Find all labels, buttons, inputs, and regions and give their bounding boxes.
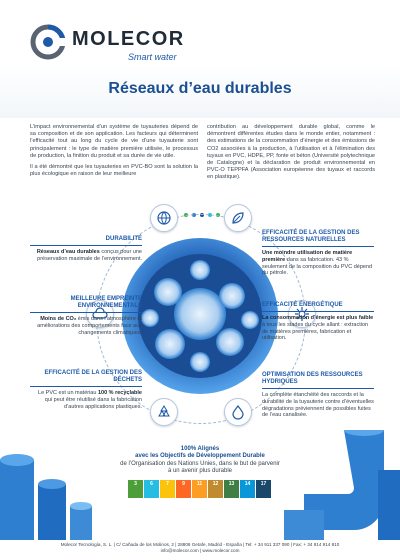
sdg-statement (0, 446, 400, 476)
block-hydriques (262, 372, 374, 419)
sdg-number: 12 (212, 481, 219, 487)
footer (0, 542, 400, 554)
block-durabilite-text (30, 249, 142, 263)
sdg-number: 3 (134, 481, 137, 487)
block-energetique-title: EFFICACITÉ ÉNERGÉTIQUE (262, 302, 343, 308)
water-drop-icon (230, 404, 246, 420)
block-durabilite-lead: Réseaux d’eau durables (36, 249, 100, 255)
sdg-icon-12 (208, 480, 223, 498)
block-hydriques-body: La complète étanchéité des raccords et la durabilité de la tuyauterie contre d’éventuelles dégradations préviennent de possibles fuites de l’eau canalisée. (262, 392, 374, 419)
divider (30, 386, 142, 387)
divider (30, 312, 142, 313)
block-gestion-dechets-text (30, 390, 142, 410)
block-empreinte-text (30, 316, 142, 336)
sdg-icon-7 (160, 480, 175, 498)
earth-icon (156, 210, 172, 226)
sdg-icon-17 (256, 480, 271, 498)
block-ressources-title: EFFICACITÉ DE LA GESTION DES RESSOURCES NATURELLES (262, 230, 360, 243)
block-ressources-lead: Une moindre utilisation de matière première (262, 250, 353, 263)
block-gestion-dechets-title: EFFICACITÉ DE LA GESTION DES DÉCHETS (44, 370, 142, 383)
intro-right-column (207, 124, 375, 186)
sdg-icons-row (128, 480, 272, 498)
sdg-number: 11 (196, 481, 203, 487)
sdg-number: 13 (228, 481, 235, 487)
block-durabilite-title: DURABILITÉ (105, 236, 142, 242)
footer-contact: info@molecor.com | www.molecor.com (160, 548, 240, 553)
block-energetique-text (262, 315, 374, 342)
sdg-icon-9 (176, 480, 191, 498)
block-durabilite (30, 236, 142, 263)
divider (262, 388, 374, 389)
block-ressources-text (262, 250, 374, 277)
intro-paragraph-1: L’impact environnemental d’un système de tuyauteries dépend de sa composition et de son application. Les facteurs qui déterminent l’efficacité tout au long du cycle de vie d’une tuyauterie sont principalement : le type de matière première utilisée, le processus de production, la finition du produit et sa durée de vie utile. (30, 124, 198, 159)
sdg-icon-13 (224, 480, 239, 498)
brand-tagline: Smart water (128, 52, 177, 62)
sdg-line-3: de l’Organisation des Nations Unies, dans le but de parvenir (120, 460, 280, 467)
intro-left-column (30, 124, 198, 182)
block-empreinte-lead: Moins de CO₂ (40, 316, 77, 322)
sdg-number: 6 (150, 481, 153, 487)
sdg-icon-3 (128, 480, 143, 498)
sdg-line-2: avec les Objectifs de Développement Durable (135, 453, 265, 460)
sdg-icon-11 (192, 480, 207, 498)
block-empreinte (30, 296, 142, 336)
block-gestion-dechets-lead: 100 % recyclable (97, 390, 142, 396)
sdg-icon-6 (144, 480, 159, 498)
molecor-logo-icon (28, 22, 68, 62)
block-empreinte-title: MEILLEURE EMPREINTE ENVIRONNEMENTALE (70, 296, 142, 309)
block-empreinte-body: émis dans l’atmosphère et améliorations des comportements face aux changements climatiques. (37, 316, 142, 336)
pipe-bundle-image (120, 236, 280, 396)
block-gestion-dechets-pre: Le PVC est un matériau (38, 390, 98, 396)
block-energetique (262, 302, 374, 342)
divider (262, 311, 374, 312)
sdg-number: 14 (244, 481, 251, 487)
node-top-right (224, 204, 252, 232)
brand-name: MOLECOR (72, 28, 185, 50)
recycle-icon (156, 404, 172, 420)
sdg-icon-14 (240, 480, 255, 498)
block-gestion-dechets-body: qui peut être réutilisé dans la fabrication d’autres applications plastiques. (44, 396, 142, 410)
divider (30, 245, 142, 246)
block-ressources-body: dans sa fabrication. 43 % seulement de la composition du PVC dépend du pétrole. (262, 256, 373, 277)
page-title: Réseaux d’eau durables (108, 80, 292, 97)
sdg-line-1: 100% Alignés (180, 446, 220, 452)
node-bottom-right (224, 398, 252, 426)
brand-logo (28, 22, 228, 68)
block-ressources (262, 230, 374, 277)
block-energetique-lead: La consommation d’énergie est plus faible (262, 315, 374, 321)
block-hydriques-title: OPTIMISATION DES RESSOURCES HYDRIQUES (262, 372, 363, 385)
leaf-icon (230, 210, 246, 226)
intro-paragraph-3: contribution au développement durable global, comme le démontrent différentes études dans le monde entier, notamment : des estimations de la consommation d’énergie et des émissions de CO2 associées à la production, à l’utilisation et à l’élimination des tuyaux en PVC, HDPE, PP, fonte et béton (Université polytechnique de Catalogne) et la déclaration de produit environnemental en PVC-O TEPPFA (Association européenne des tuyaux et raccords en plastique). (207, 124, 375, 181)
divider (262, 246, 374, 247)
node-bottom-left (150, 398, 178, 426)
block-gestion-dechets (30, 370, 142, 410)
node-top-left (150, 204, 178, 232)
footer-address: Molecor Tecnología, S. L. | C/ Cañada de los Molinos, 2 | 28806 Getafe, Madrid - España | Tel: + 34 911 337 090 | Fax: + 34 914 914 810 (60, 542, 340, 547)
sdg-number: 9 (182, 481, 185, 487)
block-energetique-body: à tous les stades du cycle allant : extraction de matières premières, fabrication et utilisation. (262, 321, 369, 342)
sdg-number: 7 (166, 481, 169, 487)
intro-paragraph-2: Il a été démontré que les tuyauteries en PVC-BO sont la solution la plus écologique en raison de leur meilleure (30, 164, 198, 178)
block-durabilite-body: conçus pour une préservation maximale de l’environnement. (37, 249, 142, 262)
sdg-line-4: à un avenir plus durable (167, 468, 233, 475)
sdg-number: 17 (260, 481, 267, 487)
